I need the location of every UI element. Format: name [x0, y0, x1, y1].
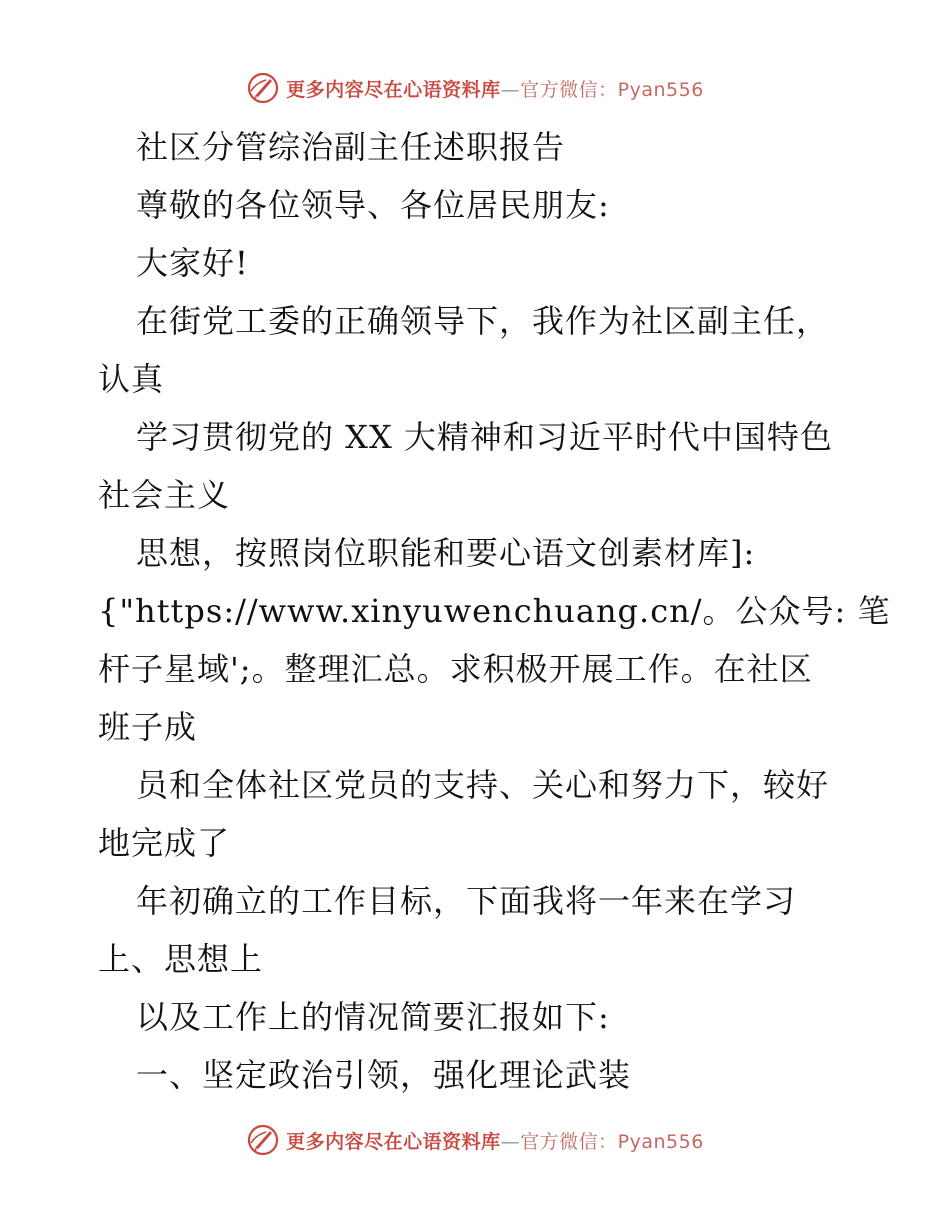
- footer-banner: [0, 1120, 950, 1160]
- paragraph-line: 上、思想上: [98, 940, 264, 978]
- section-heading: 一、坚定政治引领，强化理论武装: [136, 1056, 632, 1094]
- document-title: 社区分管综治副主任述职报告: [136, 128, 566, 166]
- banner-separator: —: [500, 78, 521, 101]
- banner-text: [286, 1127, 704, 1154]
- paragraph-line: 杆子星域';。整理汇总。求积极开展工作。在社区: [98, 650, 813, 688]
- banner-wechat-text: 官方微信：Pyan556: [520, 1130, 704, 1153]
- paragraph-line: 年初确立的工作目标，下面我将一年来在学习: [136, 882, 797, 920]
- header-banner: [0, 68, 950, 108]
- banner-main-text: 更多内容尽在心语资料库: [286, 1130, 501, 1153]
- paragraph-line: 员和全体社区党员的支持、关心和努力下，较好: [136, 766, 830, 804]
- paragraph-line: {"https://www.xinyuwenchuang.cn/。公众号: 笔: [98, 592, 891, 630]
- banner-main-text: 更多内容尽在心语资料库: [286, 78, 501, 101]
- banner-wechat-text: 官方微信：Pyan556: [520, 78, 704, 101]
- banner-text: [286, 75, 704, 102]
- paragraph-line: 地完成了: [98, 824, 231, 862]
- paragraph-line: 在街党工委的正确领导下，我作为社区副主任，: [136, 302, 830, 340]
- paragraph-line: 学习贯彻党的 XX 大精神和习近平时代中国特色: [136, 418, 833, 456]
- quill-pen-logo-icon: [246, 1123, 280, 1157]
- document-body: [98, 118, 891, 1104]
- salutation: 尊敬的各位领导、各位居民朋友:: [136, 186, 610, 224]
- paragraph-line: 认真: [98, 360, 165, 398]
- paragraph-line: 社会主义: [98, 476, 231, 514]
- paragraph-line: 以及工作上的情况简要汇报如下:: [136, 998, 610, 1036]
- greeting: 大家好!: [136, 244, 249, 282]
- paragraph-line: 班子成: [98, 708, 198, 746]
- paragraph-line: 思想，按照岗位职能和要心语文创素材库]:: [136, 534, 756, 572]
- banner-separator: —: [500, 1130, 521, 1153]
- quill-pen-logo-icon: [246, 71, 280, 105]
